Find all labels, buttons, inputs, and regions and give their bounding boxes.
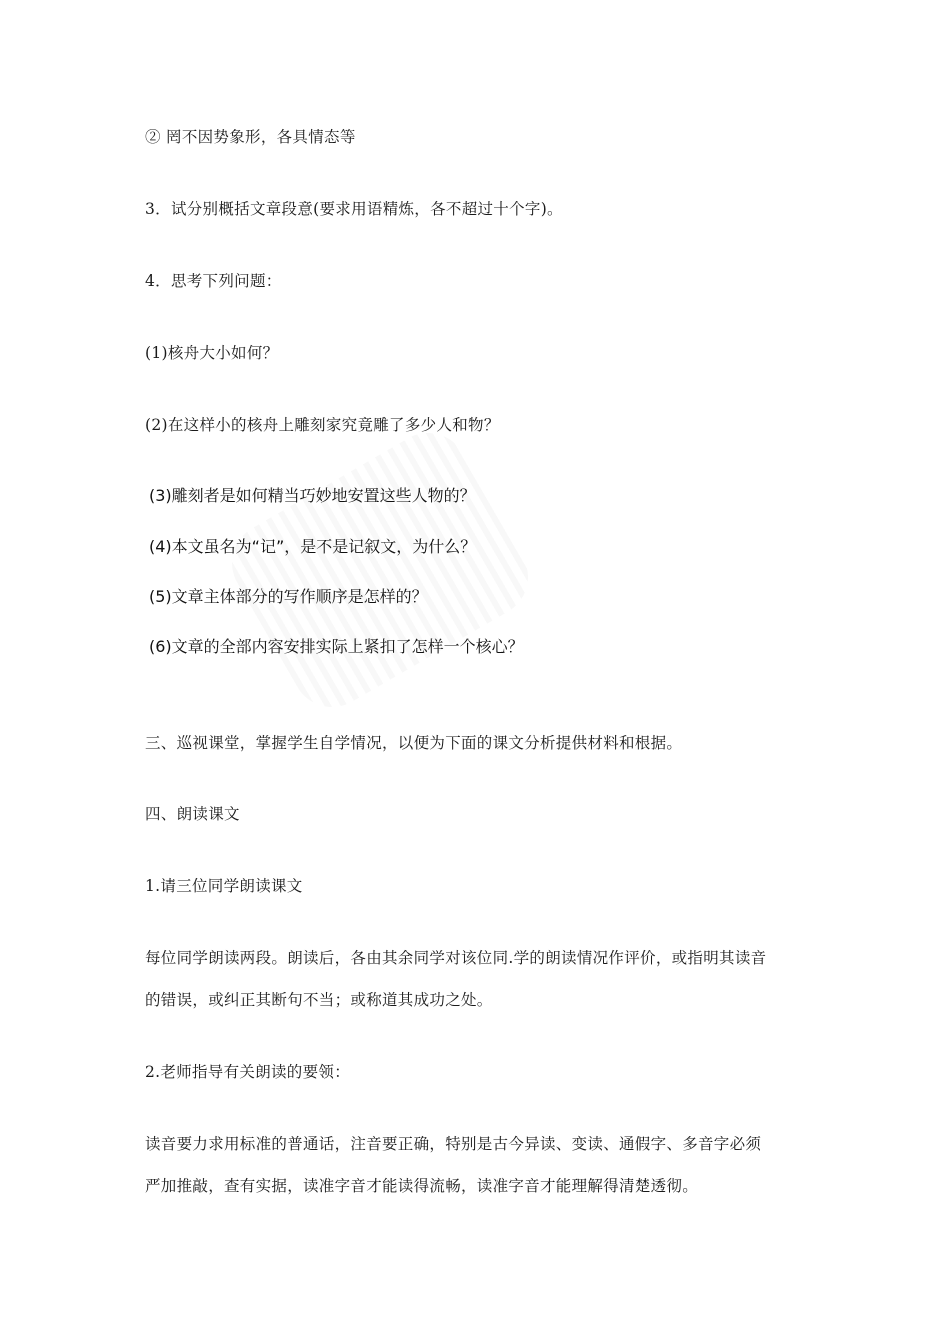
question-5: (5)文章主体部分的写作顺序是怎样的？	[149, 587, 428, 606]
step-2-paragraph-line-1: 读音要力求用标准的普通话，注音要正确，特别是古今异读、变读、通假字、多音字必须	[145, 1135, 762, 1153]
section-3-heading: 三、巡视课堂，掌握学生自学情况，以便为下面的课文分析提供材料和根据。	[145, 734, 683, 752]
question-3: (3)雕刻者是如何精当巧妙地安置这些人物的？	[149, 486, 476, 505]
step-1-paragraph-line-2: 的错误，或纠正其断句不当；或称道其成功之处。	[145, 991, 493, 1009]
step-2-heading: 2.老师指导有关朗读的要领：	[145, 1063, 350, 1081]
item-circled-2: ② 罔不因势象形，各具情态等	[145, 128, 356, 146]
question-1: (1)核舟大小如何？	[145, 344, 279, 362]
question-6: (6)文章的全部内容安排实际上紧扣了怎样一个核心？	[149, 637, 524, 656]
step-1-heading: 1.请三位同学朗读课文	[145, 877, 303, 895]
faint-watermark	[217, 418, 542, 721]
question-2: (2)在这样小的核舟上雕刻家究竟雕了多少人和物？	[145, 416, 500, 434]
task-3: 3．试分别概括文章段意(要求用语精炼，各不超过十个字)。	[145, 200, 563, 218]
question-4: (4)本文虽名为“记”，是不是记叙文，为什么？	[149, 537, 477, 556]
task-4: 4．思考下列问题：	[145, 272, 282, 290]
step-2-paragraph-line-2: 严加推敲，查有实据，读准字音才能读得流畅，读准字音才能理解得清楚透彻。	[145, 1177, 699, 1195]
section-4-heading: 四、朗读课文	[145, 805, 240, 823]
step-1-paragraph-line-1: 每位同学朗读两段。朗读后，各由其余同学对该位同.学的朗读情况作评价，或指明其读音	[145, 949, 767, 967]
